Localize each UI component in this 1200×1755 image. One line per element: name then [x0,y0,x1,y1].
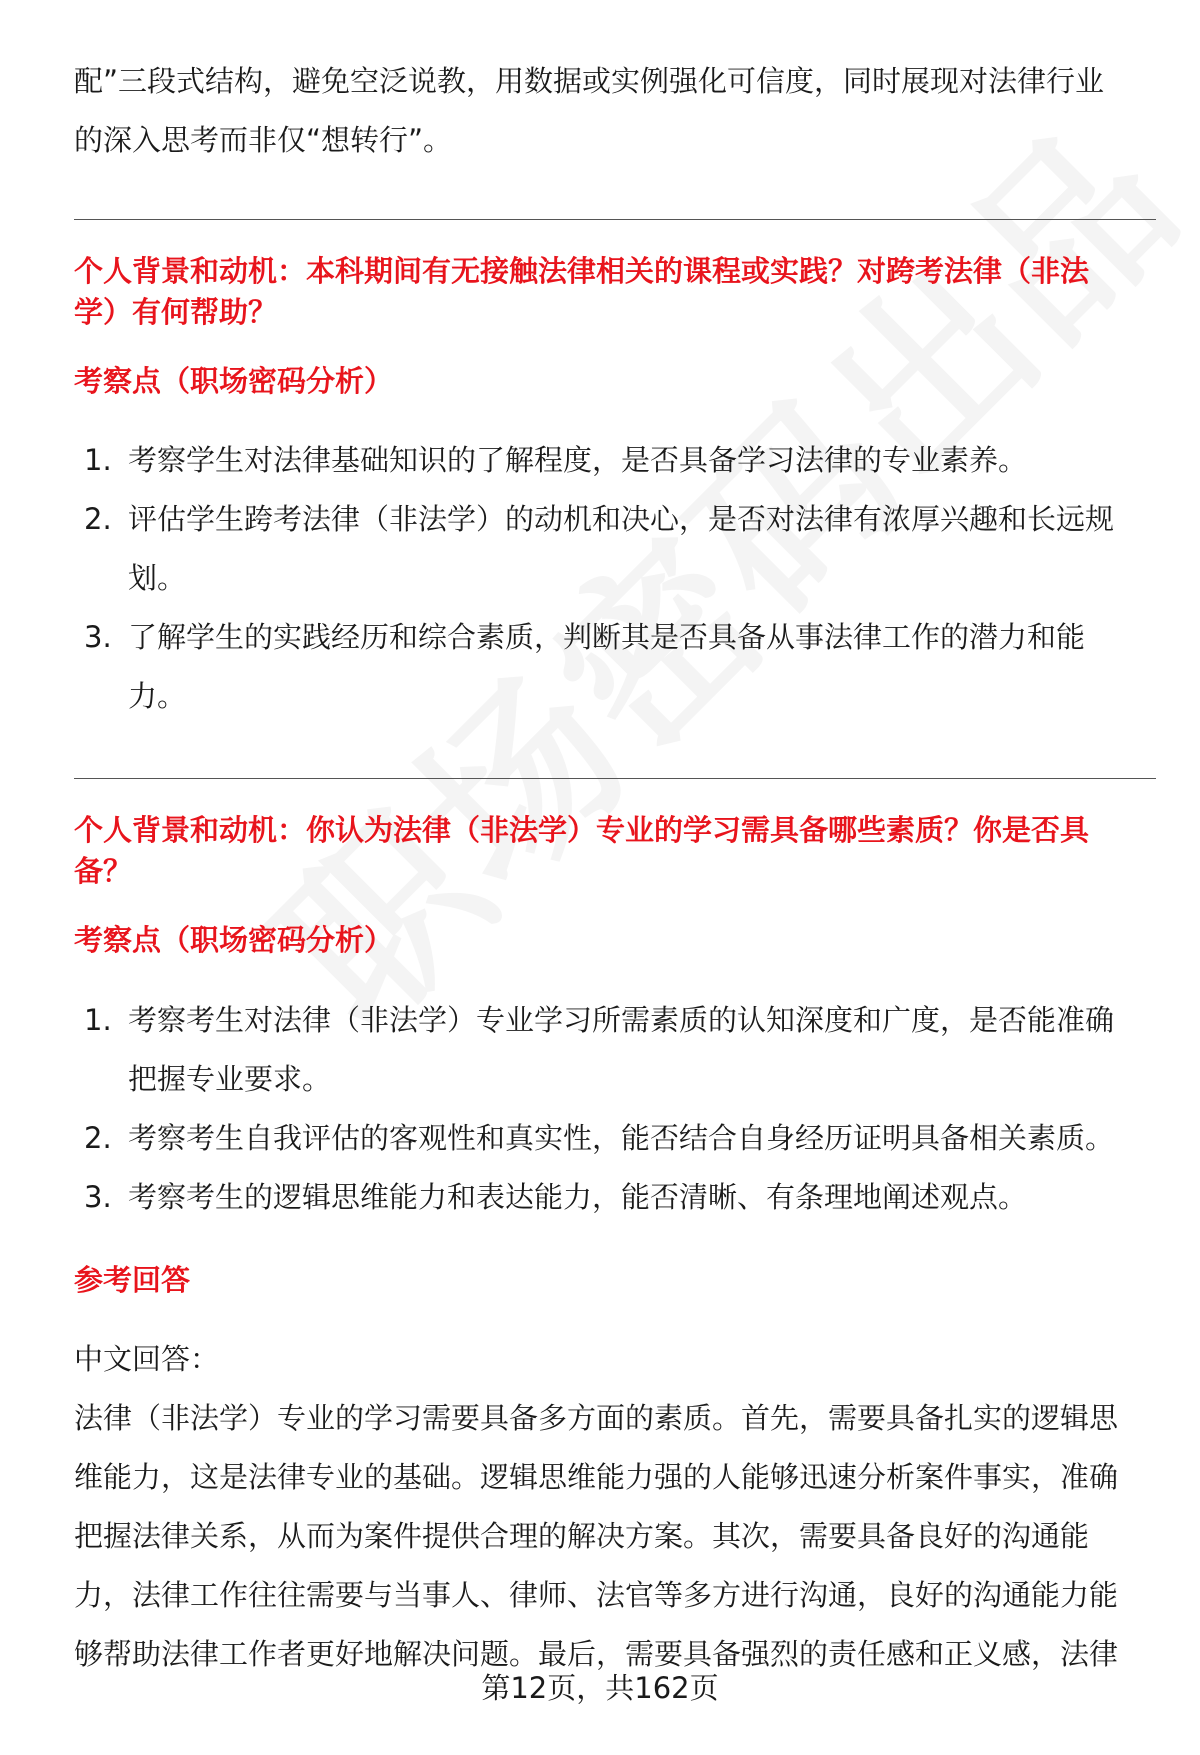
list-item [74,1109,1149,1168]
list-text: 考察学生对法律基础知识的了解程度，是否具备学习法律的专业素养。 [128,443,1028,477]
section-divider [74,219,1156,220]
list-text: 力。 [128,679,187,713]
analysis-list [74,431,1149,726]
text-line: 配”三段式结构，避免空泛说教，用数据或实例强化可信度，同时展现对法律行业 [74,64,1105,98]
text-line: 的深入思考而非仅“想转行”。 [74,123,453,157]
analysis-list [74,991,1149,1227]
answer-heading: 参考回答 [74,1263,191,1297]
list-number: 2. [84,502,112,536]
list-text: 了解学生的实践经历和综合素质，判断其是否具备从事法律工作的潜力和能 [128,620,1086,654]
page-footer: 第12页，共162页 [481,1671,719,1705]
question-line: 备？ [74,854,133,888]
question-line: 个人背景和动机：你认为法律（非法学）专业的学习需具备哪些素质？你是否具 [74,813,1090,847]
analysis-heading: 考察点（职场密码分析） [74,923,394,957]
list-text: 考察考生的逻辑思维能力和表达能力，能否清晰、有条理地阐述观点。 [128,1180,1028,1214]
list-number: 2. [84,1121,112,1155]
list-number: 1. [84,1003,112,1037]
question-line: 学）有何帮助？ [74,295,278,329]
text-line: 把握法律关系，从而为案件提供合理的解决方案。其次，需要具备良好的沟通能 [74,1519,1090,1553]
list-text: 划。 [128,561,187,595]
analysis-heading: 考察点（职场密码分析） [74,364,394,398]
list-number: 3. [84,1180,112,1214]
list-text: 把握专业要求。 [128,1062,332,1096]
list-text: 评估学生跨考法律（非法学）的动机和决心，是否对法律有浓厚兴趣和长远规 [128,502,1115,536]
list-item [74,608,1149,726]
text-line: 够帮助法律工作者更好地解决问题。最后，需要具备强烈的责任感和正义感，法律 [74,1637,1119,1671]
question-line: 个人背景和动机：本科期间有无接触法律相关的课程或实践？对跨考法律（非法 [74,254,1090,288]
list-text: 考察考生对法律（非法学）专业学习所需素质的认知深度和广度，是否能准确 [128,1003,1115,1037]
text-line: 维能力，这是法律专业的基础。逻辑思维能力强的人能够迅速分析案件事实，准确 [74,1460,1119,1494]
answer-label: 中文回答： [74,1342,220,1376]
list-number: 3. [84,620,112,654]
text-line: 法律（非法学）专业的学习需要具备多方面的素质。首先，需要具备扎实的逻辑思 [74,1401,1119,1435]
list-text: 考察考生自我评估的客观性和真实性，能否结合自身经历证明具备相关素质。 [128,1121,1115,1155]
question-title [74,810,1144,892]
answer-paragraph [74,1389,1144,1684]
list-item [74,431,1149,490]
intro-paragraph [74,52,1144,170]
list-number: 1. [84,443,112,477]
section-divider [74,778,1156,779]
list-item [74,1168,1149,1227]
list-item [74,490,1149,608]
question-title [74,251,1144,333]
text-line: 力，法律工作往往需要与当事人、律师、法官等多方进行沟通，良好的沟通能力能 [74,1578,1119,1612]
list-item [74,991,1149,1109]
